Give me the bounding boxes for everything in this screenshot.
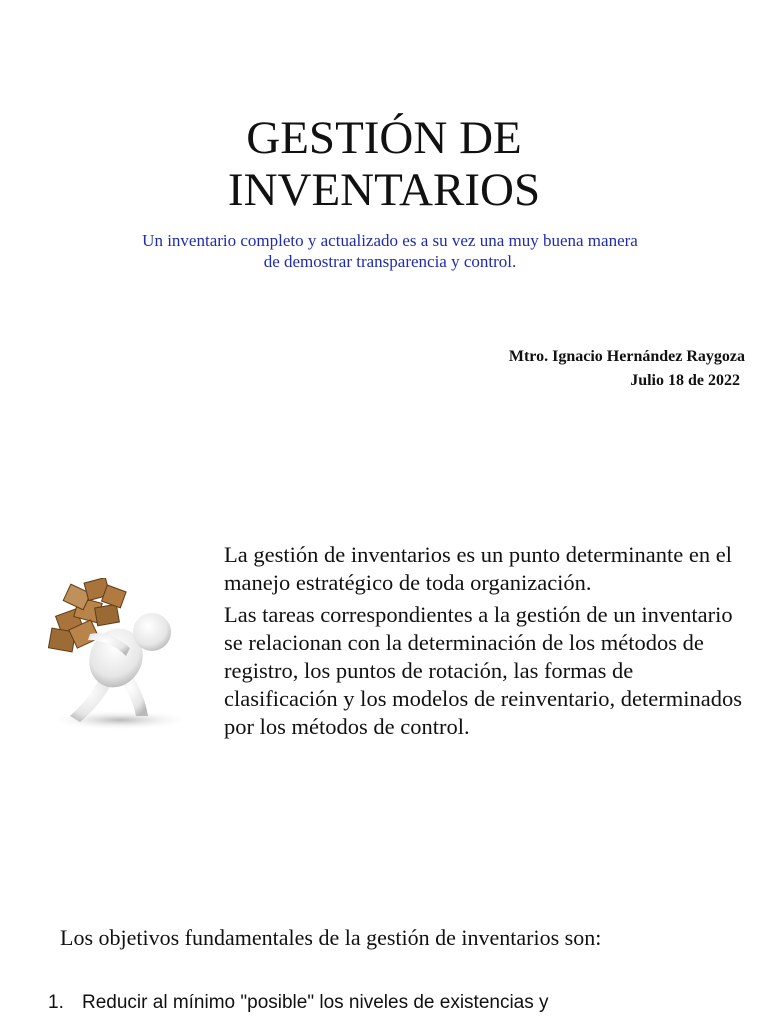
author-name: Mtro. Ignacio Hernández Raygoza [508,348,745,365]
ground-shadow [48,710,190,730]
document-date: Julio 18 de 2022 [630,372,740,389]
document-title [0,112,768,216]
subtitle-line-2: de demostrar transparencia y control. [263,252,517,271]
title-line-2: INVENTARIOS [227,164,541,216]
list-item-number: 1. [48,992,64,1013]
list-item [48,990,608,1016]
body-text [224,541,744,745]
subtitle-line-1: Un inventario completo y actualizado es a su vez una muy buena manera [142,231,638,250]
title-line-1: GESTIÓN DE [246,112,522,164]
body-paragraph-1: La gestión de inventarios es un punto determinante en el manejo estratégico de toda organización. [224,542,732,595]
objectives-list [48,990,608,1016]
author-block [420,345,745,393]
figure-head [133,613,171,651]
box [95,604,120,626]
body-paragraph-2: Las tareas correspondientes a la gestión de un inventario se relacionan con la determinación de los métodos de registro, los puntos de rotación, las formas de clasificación y los modelos de reinventario, determinados por los métodos de control. [224,602,742,739]
person-carrying-boxes-illustration [40,578,190,738]
subtitle [60,230,720,272]
objectives-intro: Los objetivos fundamentales de la gestión de inventarios son: [60,925,602,950]
list-item-text: Reducir al mínimo "posible" los niveles de existencias y [82,992,549,1013]
